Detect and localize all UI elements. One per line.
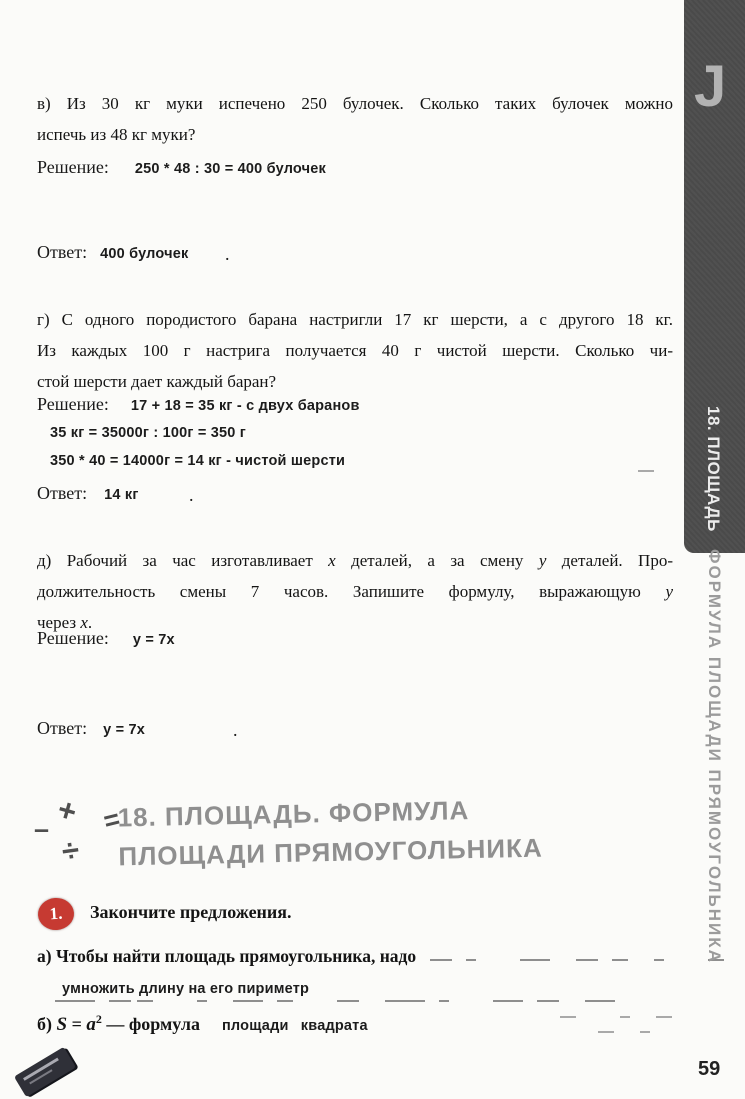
solution-label: Решение:	[37, 628, 109, 648]
variable-S: S	[56, 1014, 68, 1035]
problem-d-line1	[37, 545, 673, 576]
section-heading	[117, 790, 543, 877]
plus-icon: +	[53, 791, 81, 830]
problem-g-line1: г) С одного породистого барана настригли 17 кг шерсти, а с другого 18 кг.	[37, 310, 673, 329]
exercise-number-badge	[37, 897, 75, 931]
answer-row-v	[37, 242, 230, 264]
answer-period: .	[233, 720, 238, 740]
scan-artifact-dashes	[560, 1016, 740, 1019]
variable-y: y	[665, 582, 673, 601]
section-title-line1: 18. ПЛОЩАДЬ. ФОРМУЛА	[117, 795, 470, 833]
item-b-prefix: б)	[37, 1014, 57, 1034]
solution-row-g3	[50, 452, 345, 470]
problem-d-text: должительность смены 7 часов. Запишите формулу, выражающую	[37, 582, 666, 601]
sidebar-title-below-tab: ФОРМУЛА ПЛОЩАДИ ПРЯМОУГОЛЬНИКА	[705, 549, 724, 964]
scan-artifact-dash	[638, 470, 654, 473]
solution-label: Решение:	[37, 157, 109, 177]
answer-value: 14 кг	[104, 487, 139, 503]
page-number: 59	[698, 1058, 721, 1080]
exercise-number: 1.	[48, 903, 63, 924]
exponent: 2	[95, 1012, 102, 1026]
publisher-logo	[14, 1047, 76, 1097]
answer-value: y = 7x	[103, 722, 146, 738]
sidebar-title-on-tab: 18. ПЛОЩАДЬ	[704, 406, 723, 532]
solution-row-v	[37, 157, 326, 178]
equals-icon: =	[100, 803, 124, 837]
problem-d-text: деталей. Про-	[546, 551, 673, 570]
answer-label: Ответ:	[37, 242, 88, 262]
solution-row-d	[37, 628, 175, 649]
answer-period: .	[189, 485, 194, 505]
item-b-line	[37, 1012, 368, 1036]
problem-g-block	[37, 304, 673, 397]
divide-icon: ÷	[59, 831, 82, 870]
problem-d-block	[37, 545, 673, 638]
scan-artifact-dashes	[598, 1031, 718, 1034]
problem-v-line1: в) Из 30 кг муки испечено 250 булочек. Сколько таких булочек можно	[37, 94, 673, 113]
problem-d-text: .	[87, 613, 93, 632]
solution-value: y = 7x	[132, 632, 175, 648]
exercise-prompt: Закончите предложения.	[90, 902, 292, 922]
answer-row-d	[37, 718, 238, 740]
solution-row-g1	[37, 394, 360, 415]
scan-artifact-dashes	[430, 959, 740, 962]
solution-value: 35 кг = 35000г : 100г = 350 г	[50, 425, 247, 441]
variable-x: x	[80, 613, 88, 632]
problem-g-line2: Из каждых 100 г настрига получается 40 г чистой шерсти. Сколько чи-	[37, 341, 673, 360]
answer-period: .	[225, 244, 230, 264]
item-b-answer: площади квадрата	[221, 1018, 368, 1034]
problem-d-text: д) Рабочий за час изготавливает	[37, 551, 329, 570]
item-b-suffix: — формула	[101, 1014, 200, 1034]
item-a-text: а) Чтобы найти площадь прямоугольника, надо	[37, 946, 417, 966]
item-b-equals: =	[67, 1014, 87, 1034]
answer-value: 400 булочек	[100, 246, 189, 262]
item-a-answer: умножить длину на его пириметр	[62, 981, 310, 997]
solution-value: 350 * 40 = 14000г = 14 кг - чистой шерсти	[50, 453, 346, 469]
solution-row-g2	[50, 424, 246, 442]
problem-d-text: деталей, а за смену	[335, 551, 539, 570]
problem-v-block	[37, 88, 673, 150]
scan-artifact-dashes	[55, 1000, 743, 1003]
variable-a: a	[86, 1014, 96, 1035]
section-title-line2: ПЛОЩАДИ ПРЯМОУГОЛЬНИКА	[118, 832, 543, 872]
answer-label: Ответ:	[37, 483, 88, 503]
problem-d-line2	[37, 576, 673, 607]
solution-value: 17 + 18 = 35 кг - с двух баранов	[130, 398, 360, 414]
section-tab-icon: J	[694, 54, 727, 119]
problem-d-text: через	[37, 613, 81, 632]
variable-x: x	[328, 551, 336, 570]
problem-g-line3: стой шерсти дает каждый баран?	[37, 372, 277, 391]
problem-v-line2: испечь из 48 кг муки?	[37, 125, 196, 144]
solution-label: Решение:	[37, 394, 109, 414]
variable-y: y	[538, 551, 547, 570]
solution-value: 250 * 48 : 30 = 400 булочек	[134, 161, 326, 177]
minus-icon: –	[34, 814, 50, 844]
answer-row-g	[37, 483, 194, 505]
answer-label: Ответ:	[37, 718, 88, 738]
